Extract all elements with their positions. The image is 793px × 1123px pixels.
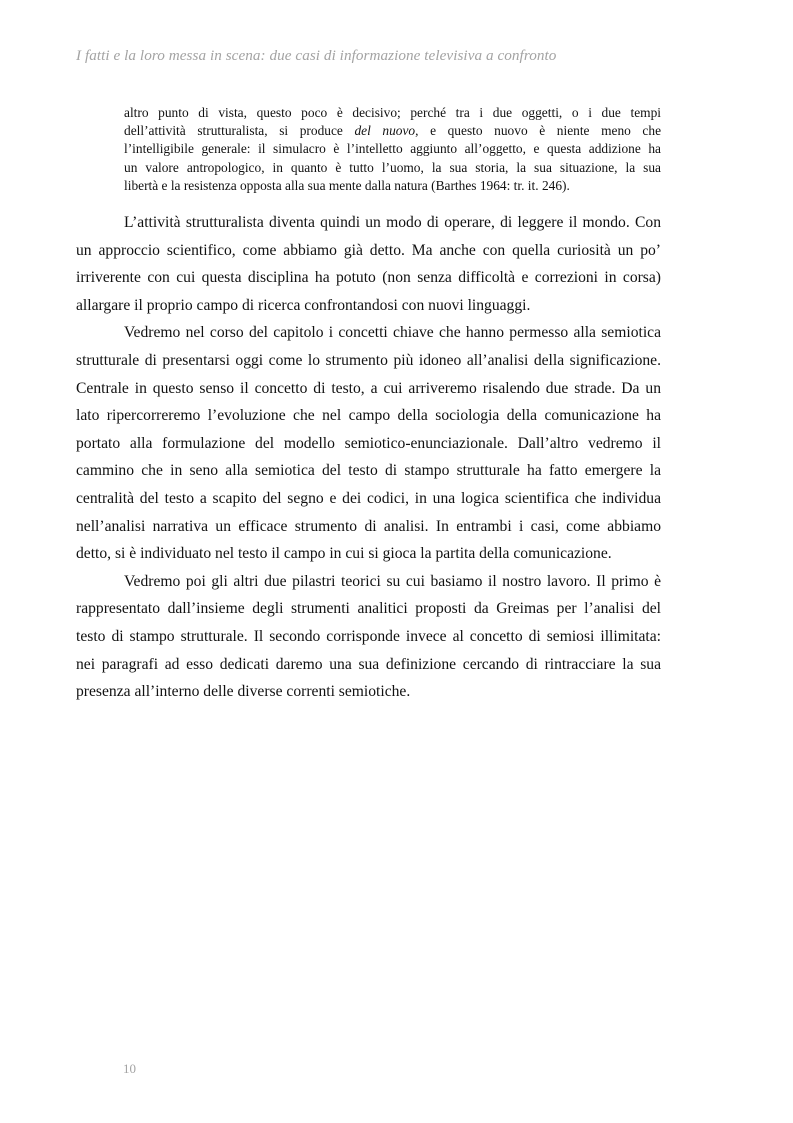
quote-text: libertà e la resistenza opposta alla sua mente dalla natura (Barthes 1964: tr. it. 246).	[124, 177, 570, 193]
quote-text: altro punto di vista, questo poco è decisivo; perché tra i due oggetti, o i due tempi	[124, 105, 661, 120]
quote-text: l’intelligibile generale: il simulacro è l’intelletto aggiunto all’oggetto, e questa addizione ha	[124, 141, 661, 157]
paragraph-line: L’attività strutturalista diventa quindi un modo di operare, di leggere il mondo. Con	[124, 214, 661, 231]
paragraph-line: irriverente con cui questa disciplina ha potuto (non senza difficoltà e correzioni in corsa)	[76, 269, 661, 287]
running-header: I fatti e la loro messa in scena: due casi di informazione televisiva a confronto	[76, 47, 557, 64]
paragraph-line: nell’analisi narrativa un efficace strumento di analisi. In entrambi i casi, come abbiamo	[76, 517, 661, 535]
paragraph-line: centralità del testo a scapito del segno e dei codici, in una logica scientifica che individua	[76, 489, 661, 507]
paragraph-line: Centrale in questo senso il concetto di testo, a cui arriveremo risalendo due strade. Da un	[76, 379, 661, 397]
paragraph-line: portato alla formulazione del modello semiotico-enunciazionale. Dall’altro vedremo il	[76, 434, 661, 452]
body-text	[76, 209, 661, 706]
paragraph-line: strutturale di presentarsi oggi come lo strumento più idoneo all’analisi della significazione.	[76, 351, 661, 369]
paragraph-line: detto, si è individuato nel testo il campo in cui si gioca la partita della comunicazione.	[76, 545, 612, 563]
quote-emphasis: del nuovo	[354, 123, 416, 139]
paragraph-line: Vedremo poi gli altri due pilastri teorici su cui basiamo il nostro lavoro. Il primo è	[124, 572, 661, 590]
quote-line	[124, 159, 661, 177]
quote-line	[124, 177, 661, 195]
paragraph-line: testo di stampo strutturale. Il secondo corrisponde invece al concetto di semiosi illimitata:	[76, 627, 661, 645]
paragraph	[76, 209, 661, 319]
paragraph-line: Vedremo nel corso del capitolo i concetti chiave che hanno permesso alla semiotica	[124, 324, 661, 342]
quote-text: , e questo nuovo è niente meno che	[415, 123, 662, 139]
quote-text: dell’attività strutturalista, si produce	[124, 123, 355, 139]
quote-line	[124, 140, 661, 158]
paragraph-line: cammino che in seno alla semiotica del testo di stampo strutturale ha fatto emergere la	[76, 462, 661, 480]
paragraph-line: lato ripercorreremo l’evoluzione che nel campo della sociologia della comunicazione ha	[76, 407, 661, 425]
paragraph	[76, 319, 661, 567]
paragraph	[76, 568, 661, 706]
paragraph-line: allargare il proprio campo di ricerca confrontandosi con nuovi linguaggi.	[76, 296, 531, 314]
quote-line	[124, 122, 661, 140]
quote-text: un valore antropologico, in quanto è tutto l’uomo, la sua storia, la sua situazione, la sua	[124, 159, 661, 175]
paragraph-line: un approccio scientifico, come abbiamo già detto. Ma anche con quella curiosità un po’	[76, 241, 661, 259]
page-number: 10	[123, 1061, 136, 1076]
block-quote	[124, 104, 661, 195]
paragraph-line: rappresentato dall’insieme degli strumenti analitici proposti da Greimas per l’analisi del	[76, 600, 661, 618]
paragraph-line: presenza all’interno delle diverse correnti semiotiche.	[76, 683, 411, 701]
paragraph-line: nei paragrafi ad esso dedicati daremo una sua definizione cercando di rintracciare la sua	[76, 655, 661, 673]
quote-line	[124, 104, 661, 122]
